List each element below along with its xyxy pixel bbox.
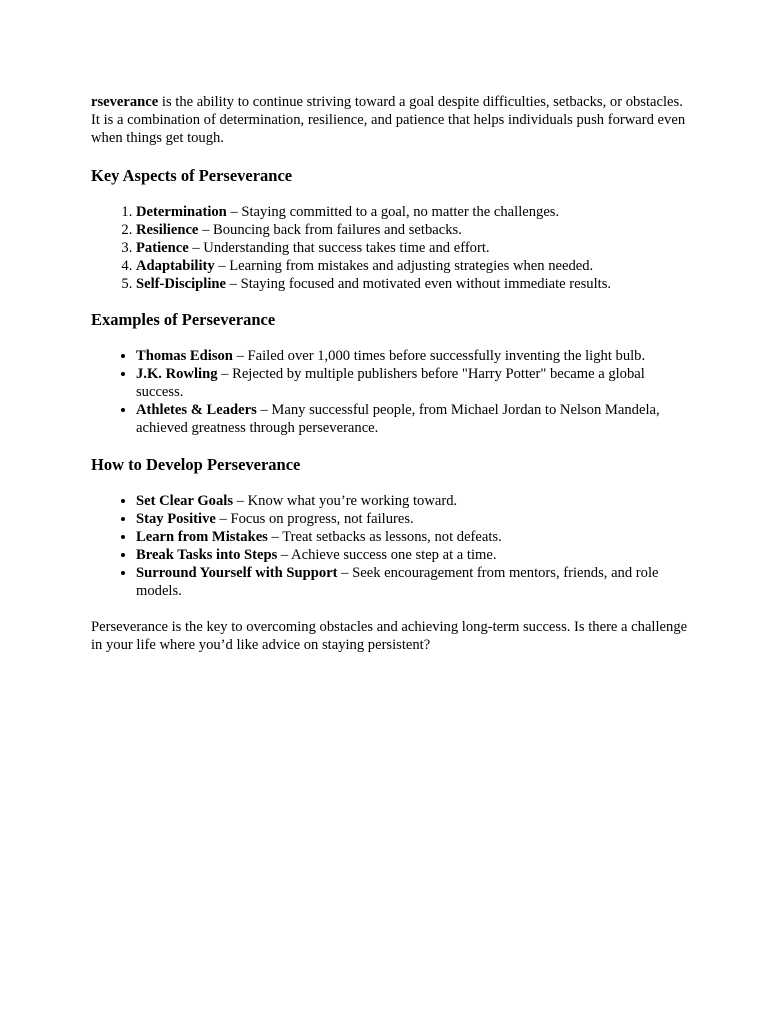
list-item bbox=[136, 347, 691, 365]
intro-text: is the ability to continue striving toward a goal despite difficulties, setbacks, or obstacles. It is a combination of determination, resilience, and patience that helps individuals push forward even when things get tough. bbox=[91, 94, 686, 146]
develop-list bbox=[91, 492, 691, 600]
list-item bbox=[136, 257, 691, 275]
list-item-term: Patience bbox=[136, 240, 189, 256]
list-item bbox=[136, 221, 691, 239]
list-item-text: – Learning from mistakes and adjusting strategies when needed. bbox=[214, 258, 594, 274]
list-item bbox=[136, 510, 691, 528]
intro-paragraph bbox=[91, 93, 691, 147]
list-item-term: Self-Discipline bbox=[136, 276, 226, 292]
examples-list bbox=[91, 347, 691, 437]
list-item-term: J.K. Rowling bbox=[136, 366, 218, 382]
list-item bbox=[136, 492, 691, 510]
list-item-term: Set Clear Goals bbox=[136, 493, 234, 509]
list-item-term: Stay Positive bbox=[136, 511, 216, 527]
key-aspects-list bbox=[91, 203, 691, 293]
list-item-text: – Staying focused and motivated even without immediate results. bbox=[226, 276, 612, 292]
list-item bbox=[136, 564, 691, 600]
section-heading-key-aspects: Key Aspects of Perseverance bbox=[91, 166, 293, 185]
list-item-text: – Failed over 1,000 times before successfully inventing the light bulb. bbox=[232, 348, 646, 364]
list-item-text: – Focus on progress, not failures. bbox=[215, 511, 414, 527]
list-item-term: Athletes & Leaders bbox=[136, 402, 257, 418]
list-item-term: Break Tasks into Steps bbox=[136, 547, 278, 563]
list-item-text: – Bouncing back from failures and setbacks. bbox=[198, 222, 462, 238]
list-item bbox=[136, 239, 691, 257]
list-item bbox=[136, 203, 691, 221]
list-item bbox=[136, 401, 691, 437]
list-item-text: – Many successful people, from Michael Jordan to Nelson Mandela, achieved greatness through perseverance. bbox=[136, 402, 660, 436]
closing-paragraph: Perseverance is the key to overcoming obstacles and achieving long-term success. Is there a challenge in your life where you’d like advice on staying persistent? bbox=[91, 619, 688, 653]
list-item-term: Resilience bbox=[136, 222, 199, 238]
list-item bbox=[136, 546, 691, 564]
list-item-term: Surround Yourself with Support bbox=[136, 565, 338, 581]
list-item bbox=[136, 528, 691, 546]
intro-term: rseverance bbox=[91, 94, 159, 110]
list-item-text: – Treat setbacks as lessons, not defeats. bbox=[267, 529, 502, 545]
list-item-text: – Achieve success one step at a time. bbox=[277, 547, 497, 563]
list-item-text: – Know what you’re working toward. bbox=[233, 493, 458, 509]
list-item bbox=[136, 275, 691, 293]
list-item-text: – Rejected by multiple publishers before "Harry Potter" became a global success. bbox=[136, 366, 645, 400]
list-item-text: – Understanding that success takes time and effort. bbox=[188, 240, 490, 256]
section-heading-examples: Examples of Perseverance bbox=[91, 310, 276, 329]
list-item-term: Determination bbox=[136, 204, 227, 220]
list-item-term: Learn from Mistakes bbox=[136, 529, 268, 545]
list-item-term: Thomas Edison bbox=[136, 348, 233, 364]
document-page bbox=[91, 93, 691, 654]
list-item bbox=[136, 365, 691, 401]
list-item-text: – Seek encouragement from mentors, friends, and role models. bbox=[136, 565, 659, 599]
list-item-text: – Staying committed to a goal, no matter the challenges. bbox=[226, 204, 560, 220]
section-heading-develop: How to Develop Perseverance bbox=[91, 455, 301, 474]
list-item-term: Adaptability bbox=[136, 258, 215, 274]
